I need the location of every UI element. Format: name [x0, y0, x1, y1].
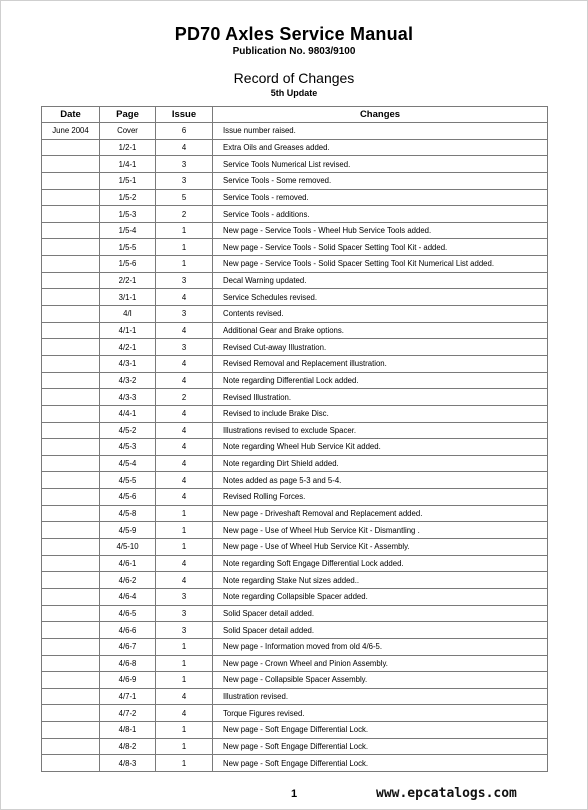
table-row [42, 539, 548, 556]
cell-date [42, 189, 100, 206]
cell-issue: 1 [156, 722, 213, 739]
table-row [42, 722, 548, 739]
cell-issue: 3 [156, 156, 213, 173]
publication-number: Publication No. 9803/9100 [232, 46, 356, 57]
cell-date [42, 489, 100, 506]
cell-page: 4/6-5 [100, 605, 156, 622]
cell-changes: Decal Warning updated. [213, 272, 548, 289]
cell-issue: 3 [156, 605, 213, 622]
cell-date [42, 605, 100, 622]
table-row [42, 622, 548, 639]
cell-date [42, 705, 100, 722]
cell-issue: 1 [156, 655, 213, 672]
cell-date [42, 455, 100, 472]
cell-changes: Solid Spacer detail added. [213, 622, 548, 639]
cell-date [42, 622, 100, 639]
table-row [42, 455, 548, 472]
cell-date [42, 472, 100, 489]
cell-page: 4/5-5 [100, 472, 156, 489]
cell-date [42, 322, 100, 339]
table-row [42, 123, 548, 140]
cell-page: 4/5-8 [100, 505, 156, 522]
cell-date [42, 156, 100, 173]
cell-issue: 6 [156, 123, 213, 140]
cell-issue: 4 [156, 322, 213, 339]
cell-issue: 3 [156, 306, 213, 323]
cell-date [42, 206, 100, 223]
cell-issue: 1 [156, 672, 213, 689]
column-header-date: Date [42, 107, 100, 123]
table-row [42, 289, 548, 306]
cell-page: 2/2-1 [100, 272, 156, 289]
cell-changes: New page - Soft Engage Differential Lock. [213, 755, 548, 772]
cell-page: 4/7-2 [100, 705, 156, 722]
changes-table [41, 106, 548, 772]
cell-date [42, 172, 100, 189]
cell-changes: Revised Rolling Forces. [213, 489, 548, 506]
cell-page: 4/1-1 [100, 322, 156, 339]
cell-page: 4/5-2 [100, 422, 156, 439]
column-header-changes: Changes [213, 107, 548, 123]
table-row [42, 422, 548, 439]
cell-changes: Note regarding Dirt Shield added. [213, 455, 548, 472]
cell-page: 1/5-1 [100, 172, 156, 189]
cell-date: June 2004 [42, 123, 100, 140]
cell-changes: Note regarding Wheel Hub Service Kit added. [213, 439, 548, 456]
table-row [42, 755, 548, 772]
cell-page: 4/4-1 [100, 405, 156, 422]
section-title: Record of Changes [233, 70, 355, 86]
cell-issue: 1 [156, 222, 213, 239]
cell-date [42, 422, 100, 439]
cell-changes: Revised Cut-away Illustration. [213, 339, 548, 356]
cell-changes: Service Tools - additions. [213, 206, 548, 223]
cell-changes: New page - Information moved from old 4/6-5. [213, 638, 548, 655]
cell-date [42, 505, 100, 522]
cell-page: 4/8-3 [100, 755, 156, 772]
cell-changes: Service Tools - removed. [213, 189, 548, 206]
cell-changes: New page - Service Tools - Wheel Hub Service Tools added. [213, 222, 548, 239]
cell-page: 4/5-9 [100, 522, 156, 539]
cell-issue: 4 [156, 455, 213, 472]
cell-issue: 1 [156, 755, 213, 772]
cell-changes: New page - Soft Engage Differential Lock. [213, 738, 548, 755]
cell-changes: Service Schedules revised. [213, 289, 548, 306]
cell-changes: Revised Illustration. [213, 389, 548, 406]
cell-changes: Note regarding Collapsible Spacer added. [213, 588, 548, 605]
table-row [42, 306, 548, 323]
cell-changes: New page - Soft Engage Differential Lock. [213, 722, 548, 739]
cell-changes: New page - Collapsible Spacer Assembly. [213, 672, 548, 689]
cell-issue: 3 [156, 172, 213, 189]
cell-changes: Note regarding Stake Nut sizes added.. [213, 572, 548, 589]
cell-date [42, 588, 100, 605]
cell-page: 4/6-9 [100, 672, 156, 689]
cell-date [42, 539, 100, 556]
update-label: 5th Update [270, 88, 318, 98]
cell-date [42, 239, 100, 256]
cell-issue: 2 [156, 389, 213, 406]
column-header-issue: Issue [156, 107, 213, 123]
cell-page: 4/5-10 [100, 539, 156, 556]
cell-date [42, 405, 100, 422]
cell-date [42, 572, 100, 589]
cell-issue: 4 [156, 489, 213, 506]
cell-page: 4/8-1 [100, 722, 156, 739]
cell-changes: New page - Service Tools - Solid Spacer Setting Tool Kit Numerical List added. [213, 256, 548, 273]
table-row [42, 389, 548, 406]
cell-issue: 3 [156, 339, 213, 356]
table-row [42, 705, 548, 722]
table-row [42, 555, 548, 572]
cell-date [42, 738, 100, 755]
cell-date [42, 222, 100, 239]
cell-page: 4/5-6 [100, 489, 156, 506]
table-row [42, 239, 548, 256]
cell-date [42, 339, 100, 356]
cell-issue: 4 [156, 705, 213, 722]
table-row [42, 372, 548, 389]
cell-changes: Torque Figures revised. [213, 705, 548, 722]
cell-page: 4/8-2 [100, 738, 156, 755]
cell-changes: Contents revised. [213, 306, 548, 323]
table-row [42, 638, 548, 655]
cell-issue: 1 [156, 256, 213, 273]
table-row [42, 688, 548, 705]
cell-issue: 4 [156, 289, 213, 306]
cell-issue: 3 [156, 272, 213, 289]
table-row [42, 172, 548, 189]
cell-changes: Solid Spacer detail added. [213, 605, 548, 622]
cell-page: 4/3-3 [100, 389, 156, 406]
cell-changes: Illustration revised. [213, 688, 548, 705]
cell-issue: 1 [156, 738, 213, 755]
cell-changes: Revised to include Brake Disc. [213, 405, 548, 422]
cell-changes: Service Tools Numerical List revised. [213, 156, 548, 173]
table-row [42, 605, 548, 622]
cell-date [42, 272, 100, 289]
cell-issue: 4 [156, 439, 213, 456]
column-header-page: Page [100, 107, 156, 123]
cell-changes: Illustrations revised to exclude Spacer. [213, 422, 548, 439]
cell-page: 1/5-6 [100, 256, 156, 273]
table-row [42, 672, 548, 689]
cell-page: 1/5-2 [100, 189, 156, 206]
cell-date [42, 139, 100, 156]
cell-page: 4/3-1 [100, 355, 156, 372]
cell-date [42, 655, 100, 672]
table-row [42, 272, 548, 289]
cell-page: 4/3-2 [100, 372, 156, 389]
table-row [42, 655, 548, 672]
cell-page: Cover [100, 123, 156, 140]
cell-changes: Issue number raised. [213, 123, 548, 140]
cell-changes: New page - Driveshaft Removal and Replacement added. [213, 505, 548, 522]
cell-date [42, 306, 100, 323]
cell-page: 3/1-1 [100, 289, 156, 306]
cell-date [42, 389, 100, 406]
table-row [42, 472, 548, 489]
cell-page: 4/6-8 [100, 655, 156, 672]
table-row [42, 206, 548, 223]
cell-changes: New page - Service Tools - Solid Spacer Setting Tool Kit - added. [213, 239, 548, 256]
table-row [42, 139, 548, 156]
cell-date [42, 256, 100, 273]
table-row [42, 439, 548, 456]
table-row [42, 489, 548, 506]
cell-issue: 2 [156, 206, 213, 223]
cell-date [42, 372, 100, 389]
cell-changes: New page - Use of Wheel Hub Service Kit - Dismantling . [213, 522, 548, 539]
cell-issue: 4 [156, 355, 213, 372]
cell-issue: 4 [156, 139, 213, 156]
watermark: www.epcatalogs.com [376, 786, 517, 801]
page-number: 1 [291, 788, 298, 800]
cell-issue: 4 [156, 688, 213, 705]
cell-changes: New page - Crown Wheel and Pinion Assembly. [213, 655, 548, 672]
cell-date [42, 672, 100, 689]
cell-issue: 4 [156, 555, 213, 572]
table-row [42, 156, 548, 173]
table-row [42, 505, 548, 522]
cell-issue: 3 [156, 622, 213, 639]
cell-date [42, 755, 100, 772]
cell-issue: 4 [156, 372, 213, 389]
cell-page: 1/5-4 [100, 222, 156, 239]
cell-changes: Service Tools - Some removed. [213, 172, 548, 189]
cell-issue: 1 [156, 539, 213, 556]
cell-date [42, 439, 100, 456]
cell-issue: 4 [156, 405, 213, 422]
cell-issue: 4 [156, 422, 213, 439]
table-row [42, 222, 548, 239]
table-row [42, 738, 548, 755]
cell-changes: Notes added as page 5-3 and 5-4. [213, 472, 548, 489]
table-row [42, 355, 548, 372]
table-row [42, 572, 548, 589]
cell-changes: New page - Use of Wheel Hub Service Kit - Assembly. [213, 539, 548, 556]
cell-page: 4/6-7 [100, 638, 156, 655]
cell-changes: Additional Gear and Brake options. [213, 322, 548, 339]
cell-changes: Note regarding Soft Engage Differential Lock added. [213, 555, 548, 572]
cell-page: 4/2-1 [100, 339, 156, 356]
cell-page: 4/6-4 [100, 588, 156, 605]
table-row [42, 588, 548, 605]
cell-changes: Note regarding Differential Lock added. [213, 372, 548, 389]
cell-issue: 1 [156, 505, 213, 522]
cell-issue: 1 [156, 239, 213, 256]
cell-date [42, 638, 100, 655]
cell-changes: Revised Removal and Replacement illustration. [213, 355, 548, 372]
cell-date [42, 688, 100, 705]
cell-date [42, 555, 100, 572]
table-row [42, 322, 548, 339]
cell-issue: 5 [156, 189, 213, 206]
cell-issue: 4 [156, 572, 213, 589]
cell-page: 4/6-6 [100, 622, 156, 639]
cell-page: 4/5-3 [100, 439, 156, 456]
cell-page: 4/6-2 [100, 572, 156, 589]
cell-date [42, 522, 100, 539]
cell-changes: Extra Oils and Greases added. [213, 139, 548, 156]
cell-page: 4/6-1 [100, 555, 156, 572]
manual-title: PD70 Axles Service Manual [174, 24, 414, 44]
table-row [42, 405, 548, 422]
table-header-row [42, 107, 548, 123]
table-row [42, 256, 548, 273]
cell-issue: 4 [156, 472, 213, 489]
cell-page: 1/5-3 [100, 206, 156, 223]
table-row [42, 522, 548, 539]
cell-page: 1/2-1 [100, 139, 156, 156]
cell-issue: 1 [156, 638, 213, 655]
cell-page: 1/5-5 [100, 239, 156, 256]
table-row [42, 339, 548, 356]
cell-issue: 3 [156, 588, 213, 605]
cell-issue: 1 [156, 522, 213, 539]
cell-date [42, 289, 100, 306]
cell-page: 4/5-4 [100, 455, 156, 472]
cell-date [42, 355, 100, 372]
cell-date [42, 722, 100, 739]
cell-page: 4/I [100, 306, 156, 323]
table-row [42, 189, 548, 206]
cell-page: 4/7-1 [100, 688, 156, 705]
cell-page: 1/4-1 [100, 156, 156, 173]
